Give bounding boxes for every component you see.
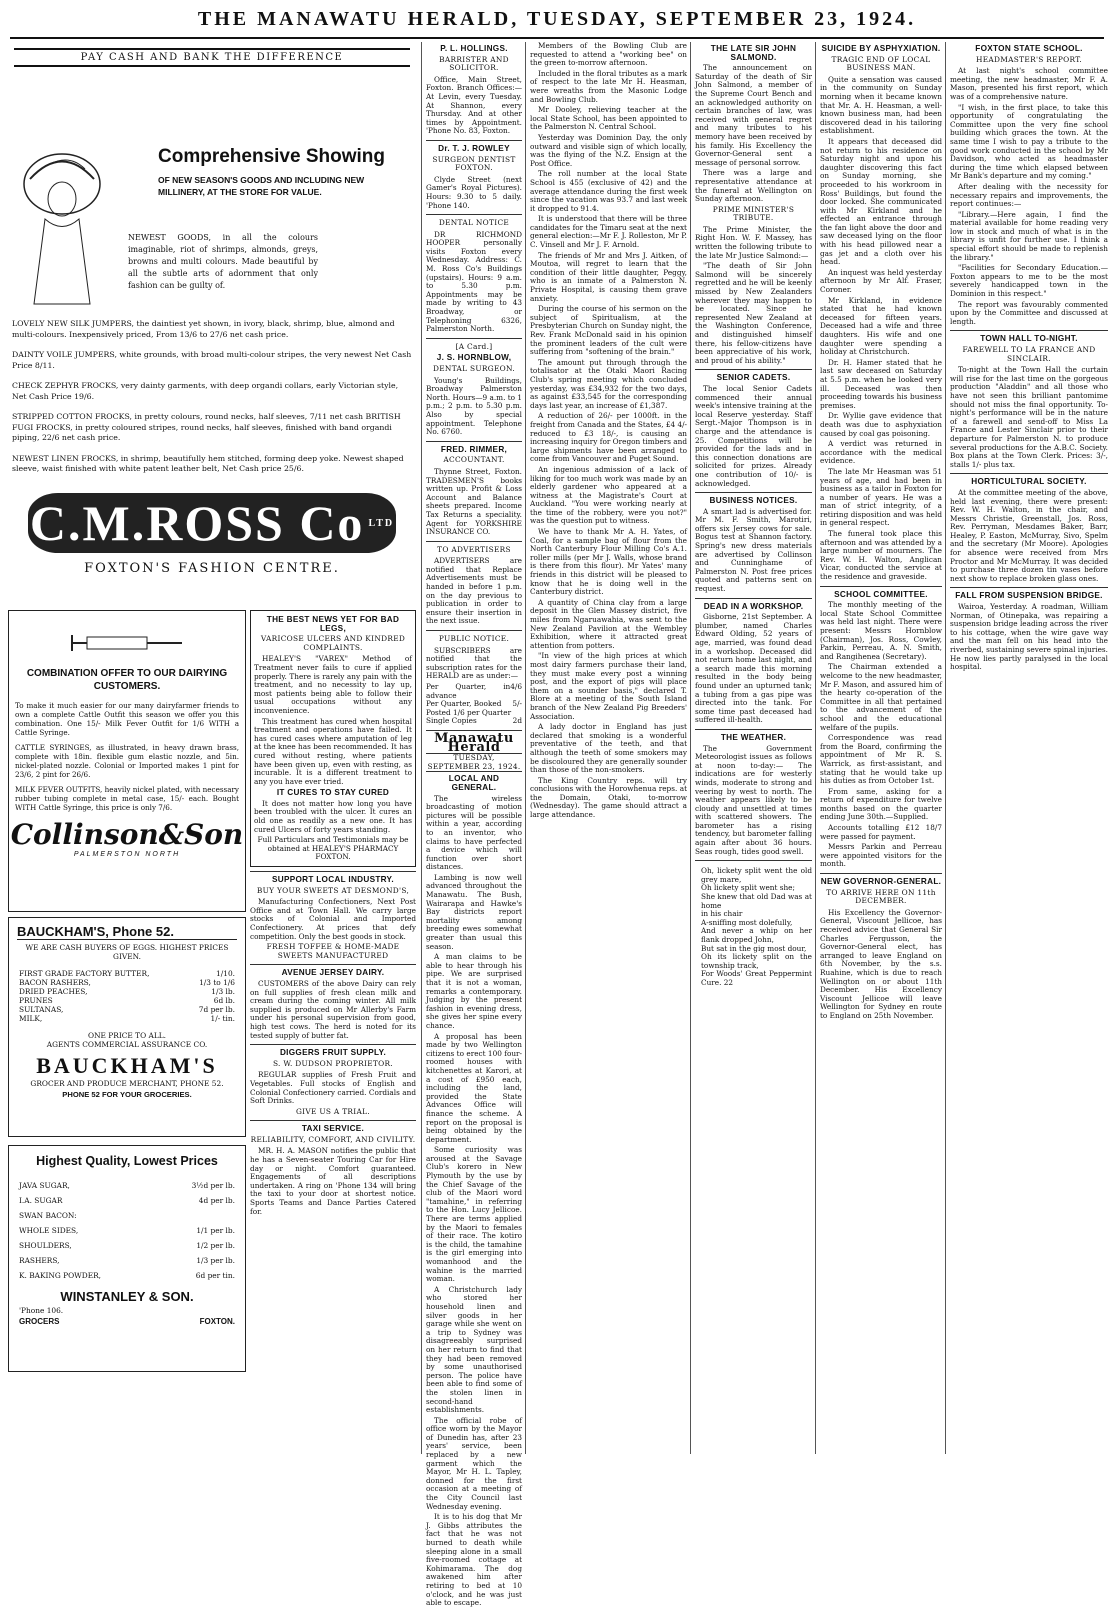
local-news-items [530, 42, 687, 820]
bauckham-price-item: BACON RASHERS, [19, 978, 91, 987]
rate-price: 2d [512, 716, 522, 726]
asphyxiation-paragraph: A verdict was returned in accordance with the medical evidence. [820, 439, 942, 466]
committee-title: SCHOOL COMMITTEE. [834, 589, 928, 599]
bauckham-subtitle: WE ARE CASH BUYERS OF EGGS. HIGHEST PRICES GIVEN. [25, 943, 229, 961]
collinson-text: To make it much easier for our many dairyfarmer friends to own a complete Cattle Outfit this season we offer you this combination. One 15/- Milk Fever Outfit for 1/6 WITH a Cattle Syringe. [15, 701, 239, 737]
ross-ltd: LTD [368, 517, 395, 529]
winstanley-price-price: 1/1 per lb. [196, 1226, 235, 1235]
ross-tagline: FOXTON'S FASHION CENTRE. [84, 561, 340, 576]
advertisers-title: TO ADVERTISERS [437, 544, 511, 554]
winstanley-town: FOXTON. [199, 1317, 235, 1326]
diggers-text: REGULAR supplies of Fresh Fruit and Vegetables. Full stocks of English and Colonial Confectionery carried. Cordials and Soft Drinks. [250, 1070, 416, 1106]
business-text: A smart lad is advertised for. Mr M. F. Smith, Marotiri, offers six Jersey cows for sale. Bogus test at Shannon factory. Spring's new dress materials are advertised by Collinson and Cunninghame of Palmerston N. Post free prices quoted and patterns sent on request. [695, 506, 812, 594]
taxi-subtitle: RELIABILITY, COMFORT, AND CIVILITY. [250, 1134, 416, 1144]
headmaster-paragraph: "Facilities for Secondary Education.—Foxton appears to me to be the most severely handicapped town in the Dominion in this respect." [950, 263, 1108, 299]
advert-item-list [12, 319, 412, 475]
news-item: During the course of his sermon on the subject of Spiritualism, at the Presbyterian Church on Sunday night, the Rev. Frank McDonald said in his opinion the prominent leaders of the cult were suffering from "softening of the brain." [530, 304, 687, 357]
bauckham-price-row [19, 978, 235, 987]
newspaper-flag: Manawatu Herald [434, 730, 514, 755]
winstanley-price-row [19, 1268, 235, 1283]
dental-notice-title: DENTAL NOTICE [438, 218, 510, 228]
bauckham-price-item: PRUNES [19, 996, 53, 1005]
rowley-text: Clyde Street (next Gamer's Royal Pictures). Hours: 9.30 to 5 daily. 'Phone 140. [426, 174, 522, 210]
avenue-title: AVENUE JERSEY DAIRY. [281, 968, 385, 978]
news-item: A quantity of China clay from a large deposit in the Glen Massey district, five miles from Ngaruawahia, was sent to the New Zealand Pavilion at the Wembley Exhibition, where it attracted great attention from potters. [530, 597, 687, 650]
news-item: We have to thank Mr A. H. Yates, of Coal, for a sample bag of flour from the North Canterbury Flour Milling Co's A.1. roller mills (per Mr J. Walls, whose brand is there from this flour). Mr Yates' many friends in this district will be pleased to know that he is doing well in the Canterbury district. [530, 527, 687, 597]
winstanley-price-price: 3½d per lb. [191, 1181, 235, 1190]
winstanley-price-row [19, 1238, 235, 1253]
winstanley-price-price: 6d per tin. [195, 1271, 235, 1280]
public-notice-title: PUBLIC NOTICE. [438, 634, 510, 644]
bauckham-name: BAUCKHAM'S [36, 1053, 218, 1078]
bauckham-footer: ONE PRICE TO ALL. [88, 1031, 166, 1040]
winstanley-advert [8, 1145, 246, 1372]
winstanley-grocers: GROCERS [19, 1317, 60, 1326]
bauckham-price-item: SULTANAS, [19, 1005, 64, 1014]
healey-cures: IT CURES TO STAY CURED [276, 788, 390, 798]
bauckham-price-row [19, 996, 235, 1005]
news-item: Members of the Bowling Club are requested to attend a "working bee" on the green to-morrow afternoon. [530, 41, 687, 68]
winstanley-price-item: SHOULDERS, [19, 1241, 72, 1250]
local-item: Some curiosity was aroused at the Savage Club's korero in New Plymouth by the use by the Chief Savage of the club of the Maori word "tamahine," in referring to the Hon. Lucy Jellicoe. There are terms applied by the Maori to females of their race. The kotiro is the child, the tamahine is the girl emerging into womanhood and the wahine is the married woman. [426, 1145, 522, 1284]
bauckham-price-row [19, 1005, 235, 1014]
hornblow-subtitle: DENTAL SURGEON. [433, 364, 515, 373]
governor-subtitle: TO ARRIVE HERE ON 11th DECEMBER. [826, 887, 936, 906]
collinson-title: COMBINATION OFFER TO OUR DAIRYING CUSTOMERS. [26, 668, 228, 692]
healey-subtitle: VARICOSE ULCERS AND KINDRED COMPLAINTS. [260, 634, 406, 652]
rowley-subtitle: SURGEON DENTIST FOXTON. [432, 154, 516, 173]
ross-advert [8, 493, 416, 593]
professional-column [426, 42, 522, 1608]
rate-item: Posted 1/6 per Quarter [426, 707, 512, 717]
winstanley-price-row [19, 1178, 235, 1193]
governor-text: His Excellency the Governor-General, Viscount Jellicoe, has received advice that General Sir Charles Fergusson, the Governor-General elect, has arranged to leave England on 6th November, by the s.s. Ruahine, which is due to reach Wellington on or about 11th December. His Excellency Viscount Jellicoe will leave Wellington for Sydney en route to England on 25th November. [820, 907, 942, 1020]
bauckham-trade: GROCER AND PRODUCE MERCHANT, PHONE 52. [30, 1079, 224, 1088]
headmaster-title: FOXTON STATE SCHOOL. [975, 44, 1083, 53]
news-column-6 [820, 42, 942, 1452]
winstanley-name: WINSTANLEY & SON. [60, 1289, 194, 1304]
column-rule [690, 42, 691, 1454]
winstanley-price-item: SWAN BACON: [19, 1211, 77, 1220]
rowley-title: Dr. T. J. ROWLEY [438, 143, 510, 153]
taxi-title: TAXI SERVICE. [301, 1124, 365, 1134]
asphyxiation-paragraph: It appears that deceased did not return to his residence on Saturday night and upon his daughter discovering this fact on Sunday morning, she proceeded to his workroom in Ross' Buildings, but found the door locked. She communicated with Mr Kirkland and he effected an entrance through the fan light above the door and saw deceased lying on the floor with his head pillowed near a gas jet and a cloth over his head. [820, 136, 942, 267]
bauckham-price-row [19, 987, 235, 996]
bauckham-price-price: 7d per lb. [198, 1005, 235, 1014]
winstanley-price-price: 1/2 per lb. [196, 1241, 235, 1250]
peppermint-verse [695, 867, 812, 987]
advert-item: NEWEST LINEN FROCKS, in shrimp, beautifully hem stitched, forming deep yoke. Newest shaped sleeve, waist finished with white patent leather belt, Net Cash price 25/6. [12, 453, 404, 473]
news-item: Yesterday was Dominion Day, the only outward and visible sign of which locally, was the flying of the N.Z. Ensign at the Post Office. [530, 132, 687, 168]
hollings-subtitle: BARRISTER AND SOLICITOR. [439, 54, 509, 73]
committee-paragraph: Messrs Parkin and Perreau were appointed visitors for the month. [820, 842, 942, 869]
healey-pharmacy: Full Particulars and Testimonials may be obtained at HEALEY'S PHARMACY FOXTON. [257, 835, 409, 862]
verse-line: She knew that old Dad was at home [701, 892, 812, 910]
bauckham-price-price: 1/3 lb. [211, 987, 235, 996]
asphyxiation-paragraph: An inquest was held yesterday afternoon by Mr Alf. Fraser, Coroner. [820, 267, 942, 295]
winstanley-price-row [19, 1253, 235, 1268]
tribute-title: PRIME MINISTER'S TRIBUTE. [712, 204, 795, 223]
winstanley-price-item: WHOLE SIDES, [19, 1226, 79, 1235]
winstanley-price-row [19, 1223, 235, 1238]
verse-line: Oh, lickety split went the old grey mare, [701, 866, 812, 884]
local-item: Lambing is now well advanced throughout the Manawatu. The Bush, Wairarapa and Hawke's Bay districts report mortality among breeding ewes somewhat greater than usual this season. [426, 872, 522, 951]
news-item: A reduction of 26/- per 1000ft. in the freight from Canada and the States, £4 4/- reduced to £3 18/-, is causing an increasing inquiry for Oregon timbers and large shipments have been arranged to come from Vancouver and Puget Sound. [530, 411, 688, 464]
diggers-title: DIGGERS FRUIT SUPPLY. [279, 1048, 387, 1058]
local-item: The official robe of office worn by the Mayor of Dunedin has, after 23 years' service, been replaced by a new garment which the Mayor, Mr H. L. Tapley, donned for the first occasion at a meeting of the City Council last Wednesday evening. [426, 1415, 522, 1511]
winstanley-price-list [19, 1178, 235, 1283]
lady-hat-illustration [20, 124, 105, 314]
asphyxiation-subtitle: TRAGIC END OF LOCAL BUSINESS MAN. [831, 54, 931, 73]
local-item: A man claims to be able to hear through his pipe. We are surprised that it is not a woman, remarks a contemporary. Judging by the present fashion in evening dress, she gives her spine every chance. [426, 952, 522, 1030]
local-general-items [426, 795, 522, 1608]
cadets-text: The local Senior Cadets commenced their annual week's intensive training at the local Reserve yesterday. Staff Sergt.-Major Thompson is in charge and the attendance is 25. Competitions will be provided for the lads and in this connection donations are solicited for prizes. Already one contribution of 10/- is acknowledged. [695, 383, 812, 488]
cadets-title: SENIOR CADETS. [716, 373, 791, 383]
advert-item: LOVELY NEW SILK JUMPERS, the daintiest yet shown, in ivory, black, shrimp, blue, almond and multi-colours. Inexpensively priced, From 13/6 to 27/6 net cash price. [12, 319, 395, 339]
townhall-subtitle: FAREWELL TO LA FRANCE AND SINCLAIR. [962, 345, 1096, 363]
support-text: Manufacturing Confectioners, Next Post Office and at Town Hall. We carry large stocks of Colonial and Imported Confectionery. At prices that defy competition. Only the best goods in stock. [250, 897, 416, 941]
winstanley-price-item: K. BAKING POWDER, [19, 1271, 102, 1280]
bauckham-price-list [19, 969, 235, 1023]
rimmer-title: FRED. RIMMER, [440, 444, 508, 454]
healey-column [250, 610, 416, 1450]
business-title: BUSINESS NOTICES. [709, 496, 798, 506]
column-rule [945, 42, 946, 1454]
support-subtitle: BUY YOUR SWEETS AT DESMOND'S, [256, 885, 410, 895]
news-column-7 [950, 42, 1108, 1452]
verse-line: And never a whip on her flank dropped John, [701, 926, 812, 944]
collinson-advert [8, 610, 246, 912]
bauckham-advert [8, 917, 246, 1137]
news-item: The roll number at the local State School is 455 (exclusive of 42) and the average attendance during the first week since the vacation was 93.7 and last week it dropped to 91.4. [530, 169, 687, 213]
governor-title: NEW GOVERNOR-GENERAL. [820, 877, 942, 887]
bauckham-agents: AGENTS COMMERCIAL ASSURANCE CO. [46, 1040, 208, 1049]
committee-paragraph: Accounts totalling £12 18/7 were passed for payment. [820, 823, 942, 841]
asphyxiation-paragraph: Quite a sensation was caused in the community on Sunday morning when it became known that Mr. A. H. Heasman, a well-known business man, had been discovered dead in his tailoring establishment. [820, 74, 942, 136]
salmond-text: There was a large and representative attendance at the funeral at Wellington on Sunday afternoon. [695, 168, 812, 204]
verse-line: Oh lickety split went she; [701, 883, 795, 893]
rimmer-text: Thynne Street, Foxton. TRADESMEN'S books written up. Profit & Loss Account and Balance sheets prepared. Income Tax Returns a speciality. Agent for YORKSHIRE INSURANCE CO. [426, 466, 522, 537]
syringe-icon [67, 623, 187, 663]
bauckham-price-row [19, 1014, 235, 1023]
winstanley-price-price: 4d per lb. [198, 1196, 235, 1205]
winstanley-title: Highest Quality, Lowest Prices [36, 1154, 218, 1168]
headmaster-text [950, 67, 1108, 326]
headmaster-paragraph: "Library.—Here again, I find the material available for home reading very low in stock and much of what is in the library is unfit for further use. I think a special effort should be made to replenish the library." [950, 209, 1108, 262]
committee-paragraph: The monthly meeting of the local State School Committee was held last night. There were present: Messrs Hornblow (Chairman), Jos. Ross, Cowley, Parkin, Perreau, A. N. Smith, and Rangihenea (Secretary). [820, 600, 942, 661]
bauckham-price-item: MILK, [19, 1014, 43, 1023]
bauckham-price-price: 1/- tin. [210, 1014, 235, 1023]
bauckham-price-price: 1/3 to 1/6 [199, 978, 235, 987]
millinery-advert [8, 44, 416, 473]
masthead: THE MANAWATU HERALD, TUESDAY, SEPTEMBER 23, 1924. [197, 8, 917, 30]
verse-line: For Woods' Great Peppermint Cure. 22 [701, 969, 812, 987]
bridge-text: Wairoa, Yesterday. A roadman, William Norman, of Otinepaka, was repairing a suspension bridge leading across the river to his cottage, when the wire gave way and the man fell on his head into the riverbed, sustaining severe spinal injuries. He now lies partly paralysed in the local hospital. [950, 602, 1108, 672]
column-rule [815, 42, 816, 1454]
workshop-title: DEAD IN A WORKSHOP. [703, 601, 804, 611]
ross-logo [28, 493, 396, 553]
winstanley-footer2 [19, 1317, 235, 1326]
hornblow-text: Young's Buildings, Broadway Palmerston North. Hours—9 a.m. to 1 p.m.; 2 p.m. to 5.30 p.m. Also by special appointment. Telephone No. 6760. [426, 375, 522, 437]
salmond-title: THE LATE SIR JOHN SALMOND. [710, 44, 797, 62]
verse-line: But sat in the gig most dour, [701, 943, 807, 953]
bauckham-phone: PHONE 52 FOR YOUR GROCERIES. [62, 1090, 192, 1099]
issue-date: TUESDAY, SEPTEMBER 23, 1924. [427, 753, 521, 771]
bauckham-price-price: 1/10. [216, 969, 235, 978]
diggers-footer: GIVE US A TRIAL. [295, 1106, 371, 1116]
healey-text: This treatment has cured when hospital treatment and operations have failed. It has cured cases where amputation of leg at the knee has been recommended. It has cured without resting, where patients have been given up, even with resting, as incurable. It is a different treatment to any you have ever tried. [254, 716, 412, 786]
dental-notice-text: DR RICHMOND HOOPER personally visits Foxton every Wednesday. Address: C. M. Ross Co's Buildings (upstairs). Hours: 9 a.m. to 5.30 p.m. Appointments may be made by writing to 43 Broadway, or Telephoning 6326, Palmerston North. [426, 229, 522, 334]
townhall-text: To-night at the Town Hall the curtain will rise for the last time on the gorgeous production "Aladdin" and all those who have not seen this brilliant pantomime should not miss the final opportunity. To-night's performance will be in the nature of a farewell and send-off to Miss La France and Lester Sinclair prior to their departure for Palmerston N. to produce several productions for the A.B.C. Society. Box plans at the Town Clerk. Prices: 3/-, stalls 1/- plus tax. [950, 365, 1108, 469]
healey-text: HEALEY'S "VAREX" Method of Treatment never fails to cure if applied properly. There is rarely any pain with the treatment, and no necessity to lay up, most patients being able to follow their usual occupations without any inconvenience. [254, 654, 412, 715]
asphyxiation-paragraph: Mr Kirkland, in evidence stated that he had known deceased for fifteen years. Deceased had a wife and three daughters. His wife and one daughter were spending a holiday at Christchurch. [820, 295, 942, 357]
news-column-5 [695, 42, 812, 1452]
headmaster-paragraph: The report was favourably commented upon by the Committee and discussed at length. [950, 299, 1108, 326]
news-item: Included in the floral tributes as a mark of respect to the late Mr H. Heasman, were wreaths from the Masonic Lodge and Bowling Club. [530, 68, 687, 104]
news-column-4 [530, 42, 687, 1452]
news-item: An ingenious admission of a lack of liking for too much work was made by an elderly gardener who appeared at a witness at the Magistrate's Court at Auckland. "You were working nearly at the time of the robbery, were you not?" was the question put to witness. [530, 464, 687, 526]
news-item: The amount put through through the totalisator at the Otaki Maori Racing Club's spring meeting which concluded yesterday, was £34,932 for the two days, as against £33,545 for the corresponding days last year, an increase of £1,387. [530, 357, 687, 410]
tribute-text: "The death of Sir John Salmond will be sincerely regretted and he will be keenly missed by New Zealanders wherever they may happen to be located. Since he represented New Zealand at the Washington Conference, and distinguished himself there, his fellow-citizens have been appreciative of his work, and proud of his ability." [695, 261, 812, 365]
rate-price: 4/6 [510, 682, 522, 691]
verse-line: A-sniffing most dolefully, [701, 917, 793, 927]
local-item: The wireless broadcasting of motion pictures will be possible within a year, according to an inventor, who claims to have perfected a device which will function over short distances. [426, 793, 522, 872]
winstanley-price-price: 1/3 per lb. [196, 1256, 235, 1265]
news-item: "In view of the high prices at which most dairy farmers purchase their land, they must make every post a winning post, and the export of pigs will place them on a sounder basis," declared T. Blore at a meeting of the South Island branch of the New Zealand Pig Breeders' Association. [530, 651, 687, 721]
local-item: A Christchurch lady who stored her household linen and silver goods in her garage while she went on a trip to Sydney was disagreeably surprised on her return to find that they had been removed by some unauthorised person. The police have been able to find some of the stolen linen in second-hand establishments. [426, 1284, 522, 1415]
winstanley-price-row [19, 1208, 235, 1223]
healey-text: It does not matter how long you have been troubled with the ulcer. It cures an old one as readily as a new one. It has cured Ulcers of forty years standing. [254, 798, 412, 834]
committee-paragraph: Correspondence was read from the Board, confirming the appointment of Mr R. S. Warrick, as first-assistant, and stating that he would take up his duties as from October 1st. [820, 733, 942, 786]
bauckham-title: BAUCKHAM'S, Phone 52. [17, 924, 237, 940]
advert-item: STRIPPED COTTON FROCKS, in pretty colours, round necks, half sleeves, 7/11 net cash BRITISH FUGI FROCKS, in pretty coloured stripes, round necks, half sleeves, finished with band organdi piping, 22/6 net cash price. [12, 412, 401, 442]
townhall-title: TOWN HALL TO-NIGHT. [980, 334, 1078, 344]
ross-logo-text: C.M.ROSS Co [29, 495, 365, 551]
winstanley-price-item: JAVA SUGAR, [19, 1181, 70, 1190]
asphyxiation-paragraph: Dr. Wyllie gave evidence that death was due to asphyxiation caused by coal gas poisoning. [820, 411, 942, 438]
headmaster-paragraph: "I wish, in the first place, to take this opportunity of congratulating the Committee upon the very fine school building which graces the town. At the same time I wish to pay a tribute to the good work conducted in the school by Mr Davidson, who acted as headmaster during the time which elapsed between Mr Bank's departure and my coming." [950, 102, 1108, 181]
diggers-subtitle: S. W. DUDSON PROPRIETOR. [272, 1058, 394, 1068]
horticultural-title: HORTICULTURAL SOCIETY. [971, 477, 1087, 487]
taxi-text: MR. H. A. MASON notifies the public that he has a Seven-seater Touring Car for Hire day or night. Comfort guaranteed. Engagements of all descriptions undertaken. A ring on 'Phone 134 will bring the taxi to your door at shortest notice. Sports Teams and Dance Parties Catered for. [250, 1146, 416, 1216]
collinson-city: PALMERSTON NORTH [73, 851, 181, 858]
rate-row [426, 717, 522, 726]
advertisers-text: ADVERTISERS are notified that Replace Advertisements must be handed in before 1 p.m. on the day previous to publication in order to ensure their insertion in the next issue. [426, 556, 522, 626]
asphyxiation-paragraph: The funeral took place this afternoon and was attended by a large number of mourners. The Rev. W. H. Walton, Anglican Vicar, conducted the service at the residence and graveside. [820, 529, 942, 582]
rate-item: Per Quarter, in advance [426, 682, 511, 700]
local-general-title: LOCAL AND GENERAL. [448, 774, 500, 792]
winstanley-phone: 'Phone 106. [19, 1306, 64, 1315]
new-goods-text: NEWEST GOODS, in all the colours imaginable, riot of shrimps, almonds, greys, browns and multi colours. Made beautiful by all the subtle arts of adornment that only fashion can be guilty of. [128, 233, 318, 290]
rate-price: 5/- [512, 699, 522, 709]
winstanley-price-row [19, 1193, 235, 1208]
rate-item: Single Copies [426, 716, 477, 726]
committee-text [820, 601, 942, 869]
advert-banner: PAY CASH AND BANK THE DIFFERENCE [14, 48, 410, 67]
verse-line: Oh its lickety split on the township track, [701, 952, 812, 970]
asphyxiation-title: SUICIDE BY ASPHYXIATION. [821, 44, 941, 53]
column-rule [525, 42, 526, 1454]
subscription-rates [426, 683, 522, 726]
hollings-title: P. L. HOLLINGS. [440, 44, 508, 53]
bauckham-price-item: DRIED PEACHES, [19, 987, 88, 996]
tribute-text: The Prime Minister, the Right Hon. W. F. Massey, has written the following tribute to the late Mr Justice Salmond:— [695, 224, 812, 260]
advert-item: DAINTY VOILE JUMPERS, white grounds, with broad multi-colour stripes, the very newest Net Cash Price 8/11. [12, 350, 412, 370]
salmond-text: The announcement on Saturday of the death of Sir John Salmond, a member of the Supreme Court Bench and an acknowledged authority on certain branches of law, was received with general regret and many tributes to his memory have been received by his family. His Excellency the Governor-General sent a message of personal sorrow. [695, 63, 812, 167]
advert-item: CHECK ZEPHYR FROCKS, very dainty garments, with deep organdi collars, early Victorian style, Net Cash Price 19/6. [12, 381, 399, 401]
advert-title: Comprehensive Showing [158, 146, 385, 167]
column-rule [421, 42, 422, 1454]
committee-paragraph: The Chairman extended a welcome to the new headmaster, Mr F. Mason, and assured him of the hearty co-operation of the Committee in all that pertained to the advancement of the school and the educational welfare of the pupils. [820, 662, 942, 732]
local-item: A proposal has been made by two Wellington citizens to erect 100 four-roomed houses with kitchenettes at Karori, at a cost of £950 each, including the land, provided the State Advances Office will finance the scheme. A report on the proposal is being obtained by the department. [426, 1031, 522, 1144]
rate-row [426, 683, 522, 700]
healey-title: THE BEST NEWS YET FOR BAD LEGS, [266, 615, 400, 633]
support-title: SUPPORT LOCAL INDUSTRY. [272, 875, 394, 885]
headmaster-paragraph: At last night's school committee meeting, the new headmaster, Mr F. A. Mason, presented his first report, which was of a comprehensive nature. [950, 66, 1108, 101]
rimmer-subtitle: ACCOUNTANT. [443, 455, 505, 465]
asphyxiation-paragraph: The late Mr Heasman was 51 years of age, and had been in business as a tailor in Foxton for a number of years. He was a man of strict integrity, of a retiring disposition and was held in general respect. [820, 466, 942, 528]
headmaster-paragraph: After dealing with the necessity for necessary repairs and improvements, the report continues:— [950, 181, 1108, 209]
advert-subtitle: OF NEW SEASON'S GOODS AND INCLUDING NEW MILLINERY, AT THE STORE FOR VALUE. [158, 175, 365, 197]
masthead-rule [10, 37, 1104, 39]
weather-text: The Government Meteorologist issues as follows at noon to-day:— The indications are for westerly winds, moderate to strong and veering by west to north. The weather appears likely to be cloudy and unsettled at times with scattered showers. The barometer has a rising tendency, but barometer falling again after about 36 hours. Seas rough, tides good swell. [695, 743, 812, 856]
news-item: The King Country reps. will try conclusions with the Horowhenua reps. at the Domain, Otaki, to-morrow (Wednesday). The game should attract a large attendance. [530, 775, 687, 820]
asphyxiation-paragraph: Dr. H. Hamer stated that he last saw deceased on Saturday at 5.5 p.m. when he looked very ill. Deceased was then proceeding towards his business premises. [820, 357, 942, 410]
verse-line: in his chair [701, 909, 743, 919]
asphyxiation-text [820, 76, 942, 582]
committee-paragraph: From same, asking for a return of expenditure for twelve months based on the quarter ending June 30th.—Supplied. [820, 786, 942, 822]
collinson-logo: Collinson&Son [10, 818, 244, 851]
hornblow-card: [A Card.] [455, 341, 493, 351]
headmaster-subtitle: HEADMASTER'S REPORT. [975, 54, 1083, 64]
news-item: The friends of Mr and Mrs J. Aitken, of Moutoa, will regret to learn that the condition of their little daughter, Peggy, who is an inmate of a Palmerston N. Private Hospital, is causing them grave anxiety. [530, 250, 687, 303]
hornblow-title: J. S. HORNBLOW, [436, 353, 512, 363]
collinson-text: CATTLE SYRINGES, as illustrated, in heavy drawn brass, complete with 18in. flexible gum elastic nozzle, and 5in. nickel-plated nozzle. Colonial or Imported makes 1 pint for 23/6, 2 pint for 26/6. [15, 743, 239, 779]
news-item: It is understood that there will be three candidates for the Timaru seat at the next general election:—Mr F. J. Rolleston, Mr P. C. Vinsell and Mr J. F. Arnold. [530, 214, 687, 250]
winstanley-price-item: I.A. SUGAR [19, 1196, 63, 1205]
public-notice-text: SUBSCRIBERS are notified that the subscription rates for the HERALD are as under:— [426, 645, 522, 681]
news-item: A lady doctor in England has just declared that smoking is a wonderful preventative of the teeth, and that although the teeth of some smokers may be discoloured they are generally sounder than those of the non-smokers. [530, 722, 687, 775]
weather-title: THE WEATHER. [720, 732, 787, 742]
bauckham-price-item: FIRST GRADE FACTORY BUTTER, [19, 969, 150, 978]
hollings-text: Office, Main Street, Foxton. Branch Offices:— At Levin, every Tuesday. At Shannon, every Thursday. And at other times by Appointment. 'Phone No. 83, Foxton. [426, 74, 522, 136]
rate-item: Per Quarter, Booked [426, 699, 502, 709]
winstanley-price-item: RASHERS, [19, 1256, 60, 1265]
horticultural-text: At the committee meeting of the above, held last evening, there were present: Rev. W. H. Walton, in the chair, and Messrs Christie, Greenstall, Jos. Ross, Rev. Perryman, Mesdames Baker, Barr, Healey, P. Easton, McMurray, Sivo, Spelm and the secretary (Mr Moore). Apologies for absence were received from Mrs Proctor and Mr McMurray. It was decided to purchase three dozen tin vases before next show to replace broken glass ones. [950, 487, 1108, 583]
winstanley-footer [19, 1306, 235, 1315]
bauckham-price-price: 6d lb. [213, 996, 235, 1005]
workshop-text: Gisborne, 21st September. A plumber, named Charles Edward Olding, 52 years of age, married, was found dead in a workshop. Deceased did not return home last night, and a search made this morning resulted in the body being found under an upturned tank; a tubing from a gas pipe was directed into the tank. For some time past deceased had suffered ill-health. [695, 612, 812, 725]
bridge-title: FALL FROM SUSPENSION BRIDGE. [955, 591, 1103, 601]
bauckham-price-row [19, 969, 235, 978]
news-item: Mr Dooley, relieving teacher at the local State School, has been appointed to the Palmerston N. Central School. [530, 105, 687, 132]
local-item: It is to his dog that Mr J. Gibbs attributes the fact that he was not burned to death while sleeping alone in a small five-roomed cottage at Kohimarama. The dog awakened him after retiring to bed at 10 o'clock, and he was just able to escape. [426, 1512, 522, 1608]
support-footer: FRESH TOFFEE & HOME-MADE SWEETS MANUFACTURED [266, 942, 400, 960]
collinson-text: MILK FEVER OUTFITS, heavily nickel plated, with necessary rubber tubing complete in metal case, 15/- each. Bought WITH Cattle Syringe, this price is only 7/6. [15, 785, 239, 812]
avenue-text: CUSTOMERS of the above Dairy can rely on full supplies of fresh clean milk and cream during the coming winter. All milk supplied is produced on Mr Allerby's Farm under his personal supervision from good, high test cows. The herd is noted for its tested supply of butter fat. [250, 978, 416, 1040]
